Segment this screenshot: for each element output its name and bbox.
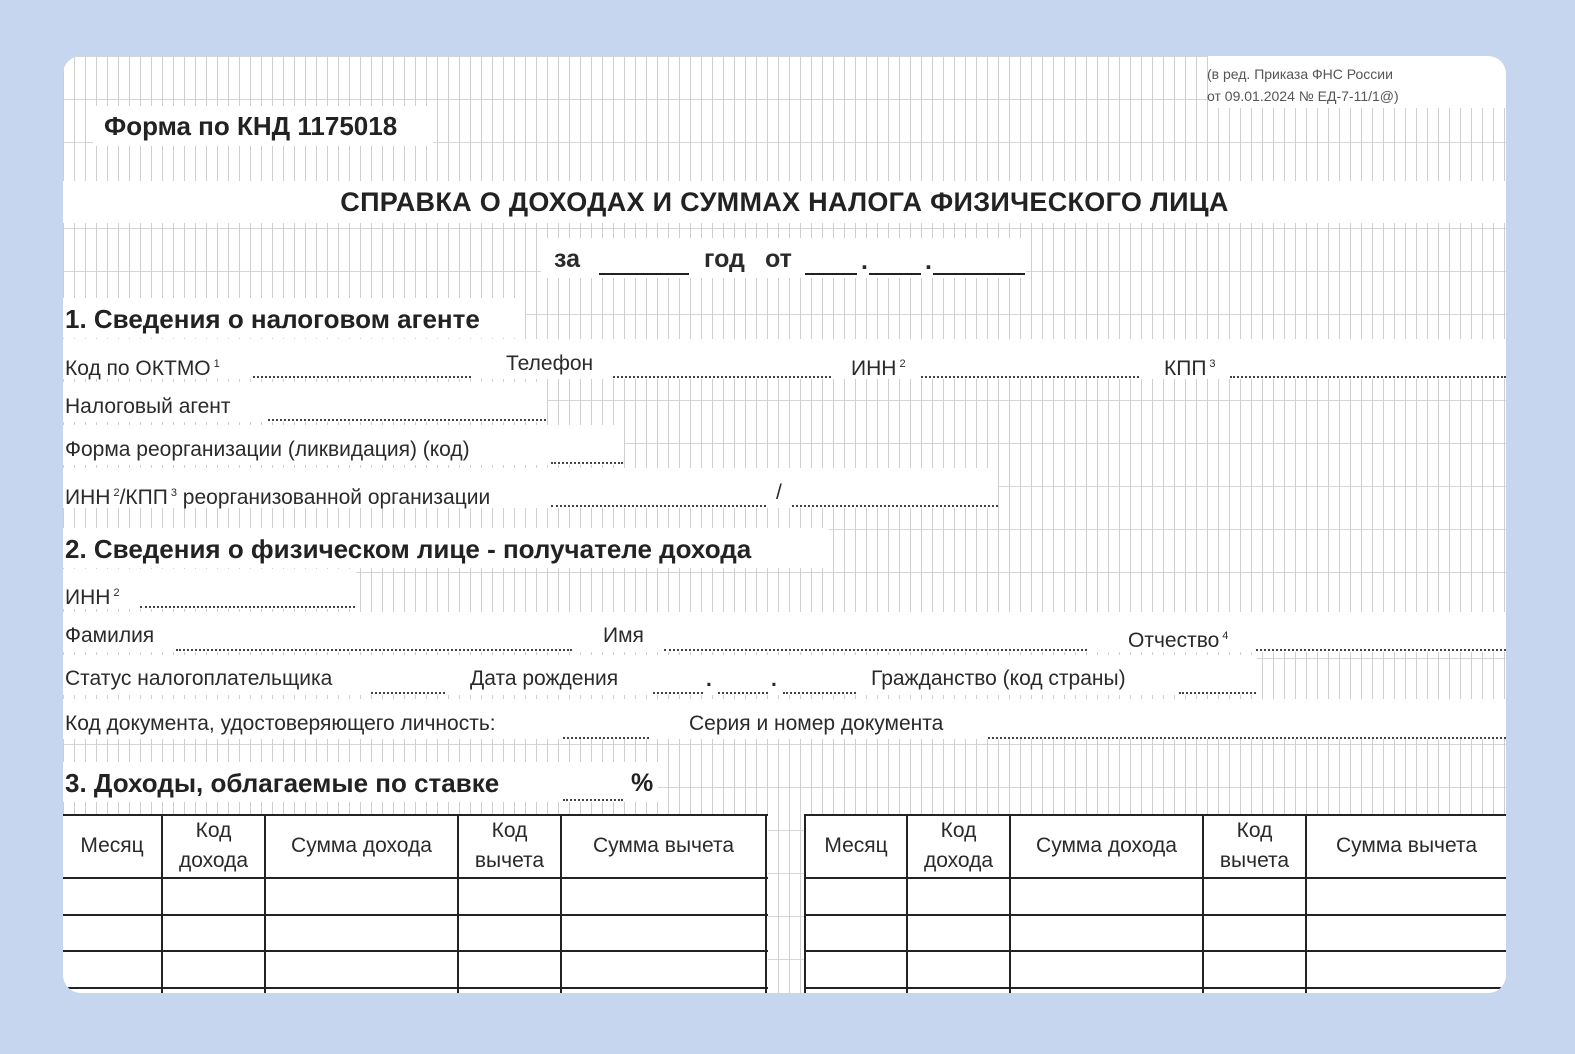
edition-note-line2: от 09.01.2024 № ЕД-7-11/1@) <box>1207 88 1399 104</box>
period-ot: от <box>765 245 792 273</box>
section3-heading: 3. Доходы, облагаемые по ставке <box>65 768 500 798</box>
col-income-sum: Сумма дохода <box>291 834 432 857</box>
birth-dot-2: . <box>771 668 777 691</box>
section2-row2 <box>63 612 1506 652</box>
date-month-field[interactable] <box>869 273 921 275</box>
citizenship-label: Гражданство (код страны) <box>871 667 1126 690</box>
kpp-label: КПП $^3$ <box>1164 357 1216 380</box>
kpp-field[interactable] <box>1230 376 1506 378</box>
doc-series-label: Серия и номер документа <box>689 712 944 735</box>
period-god: год <box>704 245 745 273</box>
col-month: Месяц <box>80 834 144 857</box>
edition-note <box>1207 63 1399 107</box>
table-border <box>63 950 768 952</box>
person-inn-label: ИНН $^2$ <box>65 586 120 609</box>
birth-day-field[interactable] <box>653 692 703 694</box>
reorg-slash: / <box>776 481 782 504</box>
table-border <box>63 914 768 916</box>
table-border <box>804 950 1506 952</box>
reorg-form-label: Форма реорганизации (ликвидация) (код) <box>65 438 470 461</box>
col-income-sum: Сумма дохода <box>1036 834 1177 857</box>
table-border <box>804 987 1506 989</box>
oktmo-field[interactable] <box>253 376 471 378</box>
date-dot-1: . <box>861 247 868 275</box>
form-code: Форма по КНД 1175018 <box>104 111 398 141</box>
section1-heading: 1. Сведения о налоговом агенте <box>65 304 480 334</box>
rate-field[interactable] <box>563 799 623 801</box>
col-deduction-sum: Сумма вычета <box>1335 834 1478 857</box>
citizenship-field[interactable] <box>1179 692 1256 694</box>
surname-field[interactable] <box>176 649 572 651</box>
col-income-code: Код дохода <box>923 819 994 872</box>
doc-series-field[interactable] <box>988 737 1506 739</box>
reorg-form-field[interactable] <box>551 462 623 464</box>
reorg-kpp-field[interactable] <box>792 505 998 507</box>
reorg-inn-field[interactable] <box>551 505 766 507</box>
birth-month-field[interactable] <box>718 692 768 694</box>
reorg-inn-kpp-label: ИНН $^2$/КПП $^3$ реорганизованной организации <box>65 486 491 509</box>
name-field[interactable] <box>664 649 1087 651</box>
birth-dot-1: . <box>706 668 712 691</box>
name-label: Имя <box>603 624 644 647</box>
agent-inn-field[interactable] <box>921 376 1139 378</box>
table-column-divider <box>765 814 767 993</box>
doc-code-label: Код документа, удостоверяющего личность: <box>65 712 496 735</box>
status-field[interactable] <box>371 692 445 694</box>
section2-heading: 2. Сведения о физическом лице - получателе дохода <box>65 534 752 564</box>
section1-row1 <box>63 339 1506 379</box>
phone-field[interactable] <box>613 376 831 378</box>
date-year-field[interactable] <box>933 273 1025 275</box>
person-inn-field[interactable] <box>140 606 355 608</box>
phone-label: Телефон <box>506 352 594 375</box>
period-za: за <box>554 245 581 273</box>
table-border <box>63 987 768 989</box>
agent-label: Налоговый агент <box>65 395 231 418</box>
date-dot-2: . <box>925 247 932 275</box>
form-title: СПРАВКА О ДОХОДАХ И СУММАХ НАЛОГА ФИЗИЧЕСКОГО ЛИЦА <box>340 187 1229 217</box>
income-table-left <box>63 814 768 993</box>
surname-label: Фамилия <box>65 624 155 647</box>
patronymic-label: Отчество $^4$ <box>1128 629 1229 652</box>
edition-note-line1: (в ред. Приказа ФНС России <box>1207 66 1393 82</box>
col-income-code: Код дохода <box>178 819 249 872</box>
agent-field[interactable] <box>268 419 546 421</box>
oktmo-label: Код по ОКТМО $^1$ <box>65 357 220 380</box>
percent-sign: % <box>631 769 654 797</box>
col-month: Месяц <box>824 834 888 857</box>
col-deduction-code: Код вычета <box>1219 819 1290 872</box>
col-deduction-code: Код вычета <box>474 819 545 872</box>
birth-year-field[interactable] <box>783 692 856 694</box>
col-deduction-sum: Сумма вычета <box>592 834 735 857</box>
birth-date-label: Дата рождения <box>470 667 619 690</box>
table-border <box>804 914 1506 916</box>
agent-inn-label: ИНН $^2$ <box>851 357 906 380</box>
date-day-field[interactable] <box>805 273 857 275</box>
status-label: Статус налогоплательщика <box>65 667 333 690</box>
period-year-field[interactable] <box>599 273 689 275</box>
tax-form-sheet <box>63 56 1506 993</box>
patronymic-field[interactable] <box>1256 649 1506 651</box>
income-table-right <box>804 814 1506 993</box>
doc-code-field[interactable] <box>563 737 649 739</box>
